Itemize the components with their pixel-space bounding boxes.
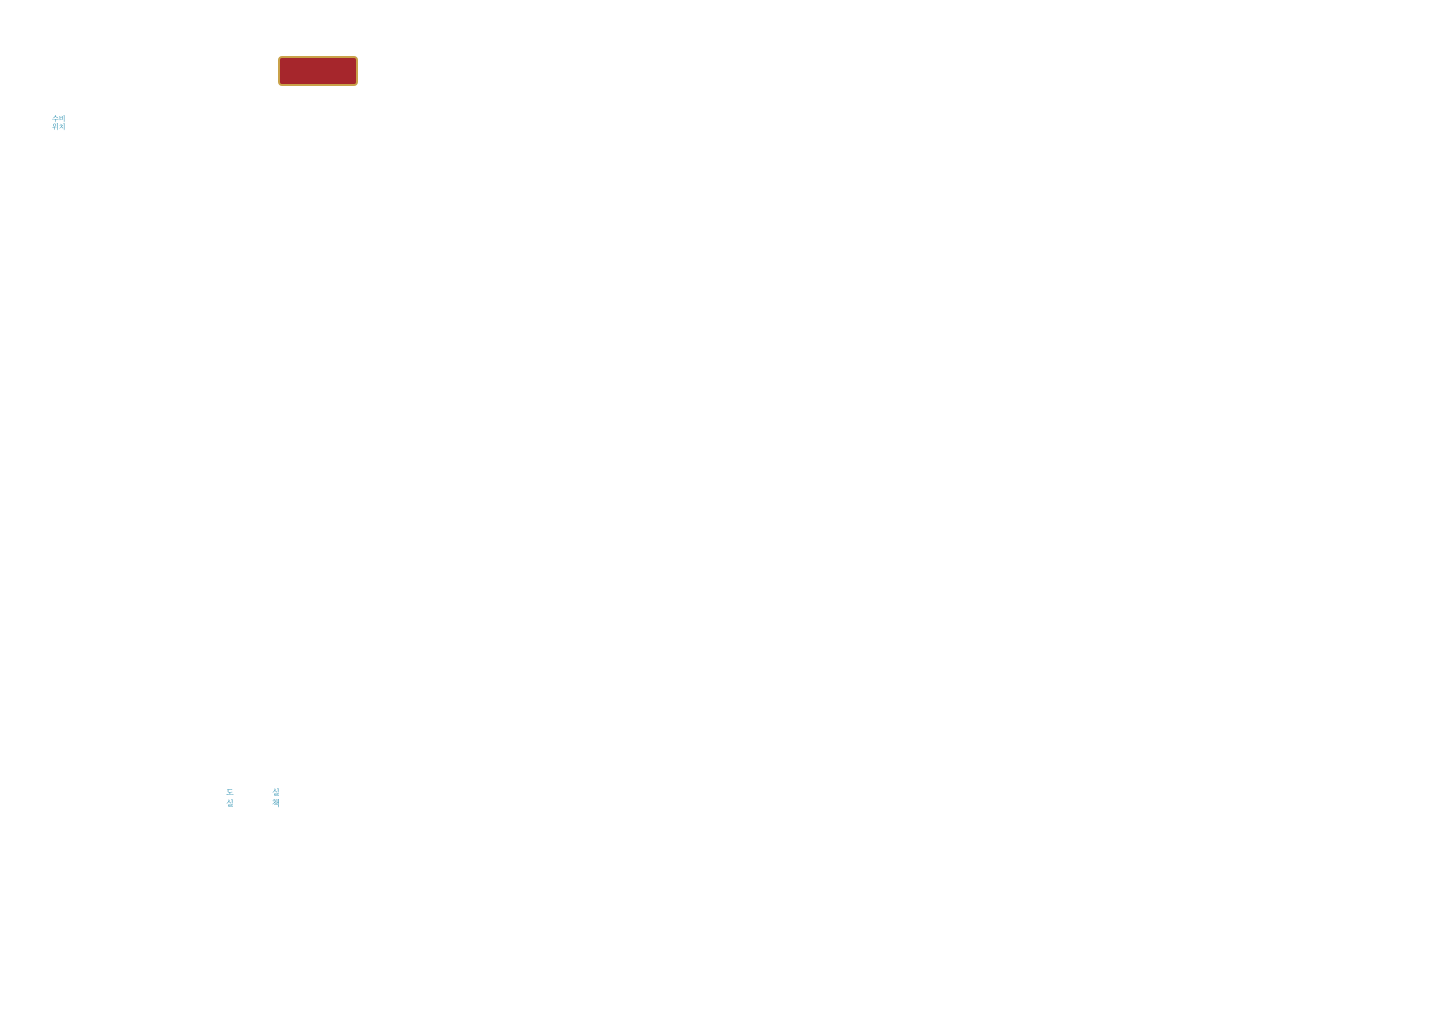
pos-header: 수비 위치: [52, 115, 66, 131]
league-logo: [270, 46, 362, 92]
logo-badge: [278, 56, 358, 86]
error-label: 실 책: [272, 788, 280, 808]
out-label: 도 실: [226, 788, 234, 808]
